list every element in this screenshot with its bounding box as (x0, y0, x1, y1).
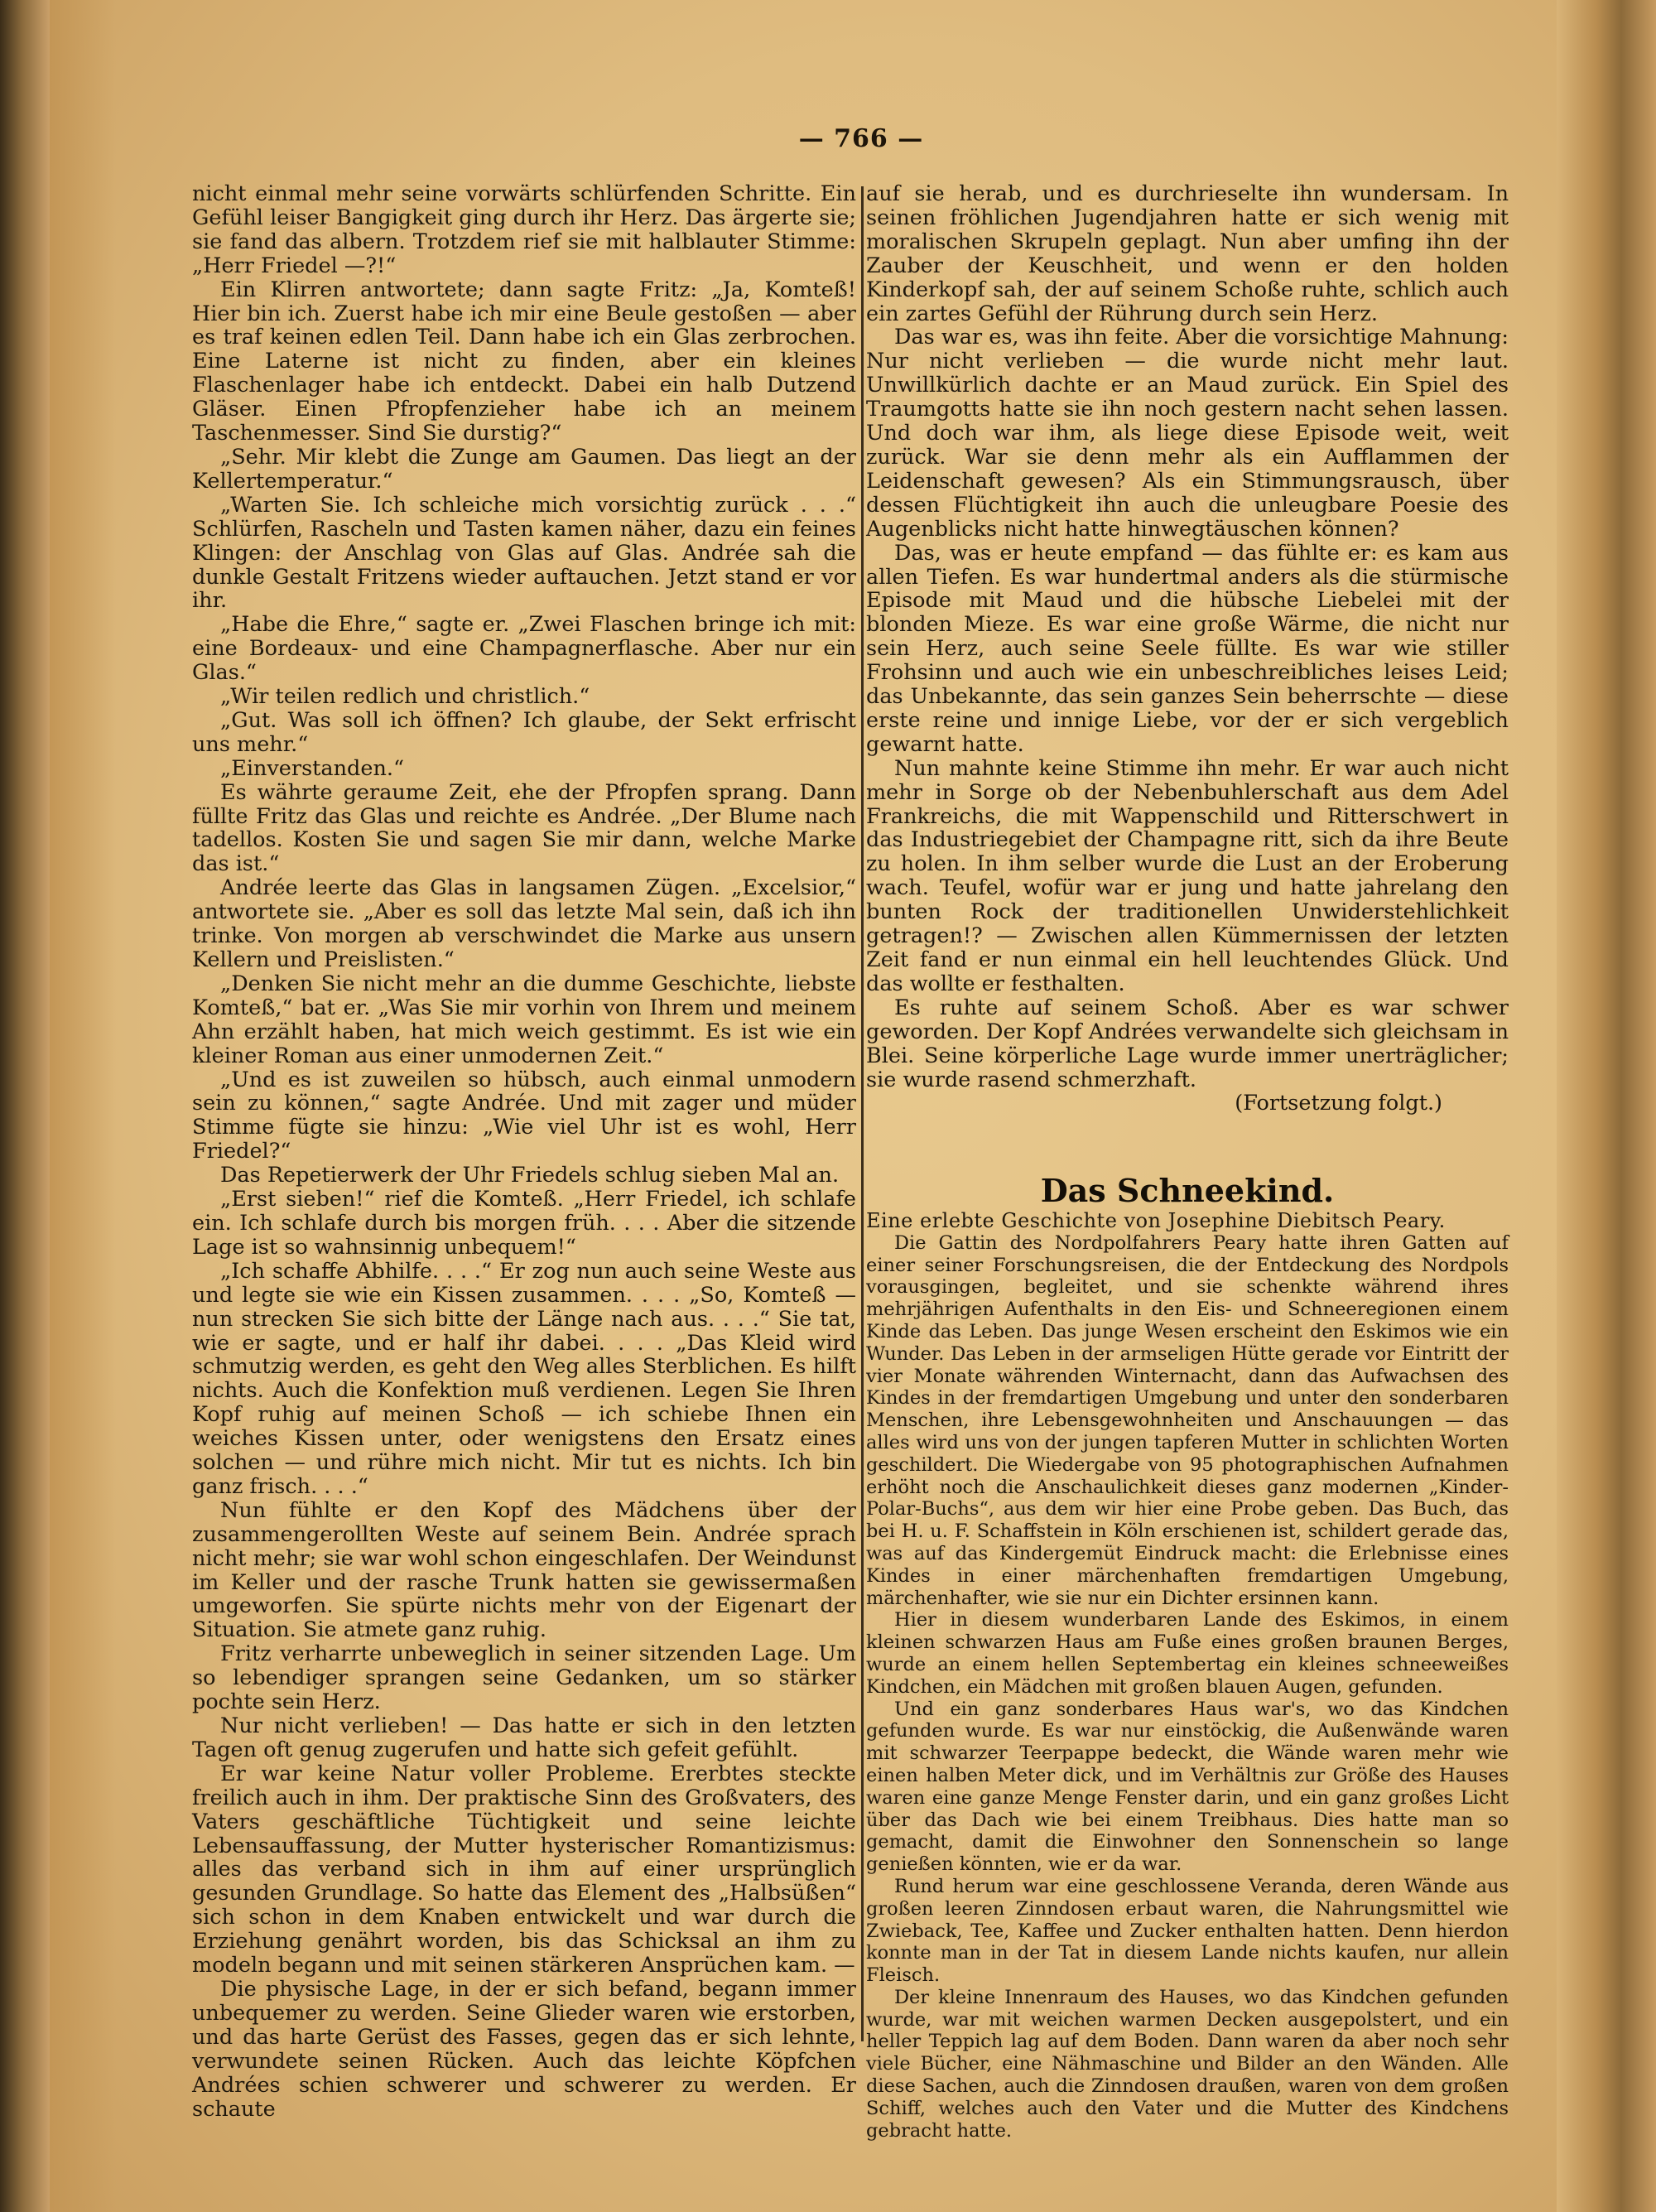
article-schneekind (866, 1172, 1509, 2142)
paragraph: Nur nicht verlieben! — Das hatte er sich in den letzten Tagen oft genug zugerufen und hatte sich gefeit gefühlt. (192, 1713, 856, 1762)
paragraph: Nun mahnte keine Stimme ihn mehr. Er war auch nicht mehr in Sorge ob der Nebenbuhlerschaft aus dem Adel Frankreichs, die mit Wappenschild und Ritterschwert in das Industriegebiet der Champagne ritt, sich da ihre Beute zu holen. In ihm selber wurde die Lust an der Eroberung wach. Teufel, wofür war er jung und hatte jahrelang den bunten Rock der traditionellen Unwiderstehlichkeit getragen!? — Zwischen allen Kümmernissen der letzten Zeit fand er nun einmal ein hell leuchtendes Glück. Und das wollte er festhalten. (866, 755, 1509, 996)
book-gutter-shadow (0, 0, 50, 2212)
paragraph: Die Gattin des Nordpolfahrers Peary hatte ihren Gatten auf einer seiner Forschungsreisen, die der Entdeckung des Nordpols vorausgingen, begleitet, und sie schenkte während ihres mehrjährigen Aufenthalts in den Eis- und Schneeregionen einem Kinde das Leben. Das junge Wesen erscheint den Eskimos wie ein Wunder. Das Leben in der armseligen Hütte gerade vor Eintritt der vier Monate währenden Winternacht, dann das Aufwachsen des Kindes in der fremdartigen Umgebung und unter den sonderbaren Menschen, ihre Lebensgewohnheiten und Anschauungen — das alles wird uns von der jungen tapferen Mutter in schlichten Worten geschildert. Die Wiedergabe von 95 photographischen Aufnahmen erhöht noch die Anschaulichkeit dieses ganz modernen „Kinder-Polar-Buchs“, aus dem wir hier eine Probe geben. Das Buch, das bei H. u. F. Schaffstein in Köln erschienen ist, schildert gerade das, was auf das Kindergemüt Eindruck macht: die Erlebnisse eines Kindes in einer märchenhaften fremdartigen Umgebung, märchenhafter, wie sie nur ein Dichter ersinnen kann. (866, 1231, 1509, 1609)
paragraph: auf sie herab, und es durchrieselte ihn wundersam. In seinen fröhlichen Jugendjahren hatte er sich wenig mit moralischen Skrupeln geplagt. Nun aber umfing ihn der Zauber der Keuschheit, und wenn er den holden Kinderkopf sah, der auf seinem Schoße ruhte, schlich auch ein zartes Gefühl der Rührung durch sein Herz. (866, 181, 1509, 326)
paragraph: „Einverstanden.“ (220, 755, 405, 781)
article-byline: Eine erlebte Geschichte von Josephine Diebitsch Peary. (866, 1209, 1446, 1232)
continuation-note: (Fortsetzung folgt.) (1235, 1091, 1442, 1116)
paragraph: „Sehr. Mir klebt die Zunge am Gaumen. Das liegt an der Kellertemperatur.“ (192, 444, 856, 494)
paragraph: „Warten Sie. Ich schleiche mich vorsichtig zurück . . .“ Schlürfen, Rascheln und Tasten kamen näher, dazu ein feines Klingen: der Anschlag von Glas auf Glas. Andrée sah die dunkle Gestalt Fritzens wieder auftauchen. Jetzt stand er vor ihr. (192, 492, 856, 614)
paragraph: Und ein ganz sonderbares Haus war's, wo das Kindchen gefunden wurde. Es war nur einstöckig, die Außenwände waren mit schwarzer Teerpappe bedeckt, die Wände waren mehr wie einen halben Meter dick, und im Verhältnis zur Größe des Hauses waren eine ganze Menge Fenster darin, und ein ganz großes Licht über das Dach wie bei einem Treibhaus. Dies hatte man so gemacht, damit die Einwohner den Sonnenschein so lange genießen könnten, wie er da war. (866, 1698, 1509, 1876)
article-title: Das Schneekind. (1040, 1172, 1335, 1209)
paragraph: „Wir teilen redlich und christlich.“ (220, 684, 590, 710)
paragraph: „Denken Sie nicht mehr an die dumme Geschichte, liebste Komteß,“ bat er. „Was Sie mir vorhin von Ihrem und meinem Ahn erzählt haben, hat mich weich gestimmt. Es ist wie ein kleiner Roman aus einer unmodernen Zeit.“ (192, 971, 856, 1068)
paragraph: „Ich schaffe Abhilfe. . . .“ Er zog nun auch seine Weste aus und legte sie wie ein Kissen zusammen. . . . „So, Komteß — nun strecken Sie sich bitte der Länge nach aus. . . .“ Sie tat, wie er sagte, und er half ihr dabei. . . . „Das Kleid wird schmutzig werden, es geht den Weg alles Sterblichen. Es hilft nichts. Auch die Konfektion muß verdienen. Legen Sie Ihren Kopf ruhig auf meinen Schoß — ich schiebe Ihnen ein weiches Kissen unter, oder wenigstens den Ersatz eines solchen — und rühre mich nicht. Mir tut es nichts. Ich bin ganz frisch. . . .“ (192, 1258, 856, 1499)
paragraph: nicht einmal mehr seine vorwärts schlürfenden Schritte. Ein Gefühl leiser Bangigkeit ging durch ihr Herz. Das ärgerte sie; sie fand das albern. Trotzdem rief sie mit halblauter Stimme: „Herr Friedel —?!“ (192, 181, 856, 278)
paragraph: „Und es ist zuweilen so hübsch, auch einmal unmodern sein zu können,“ sagte Andrée. Und mit zager und müder Stimme fügte sie hinzu: „Wie viel Uhr ist es wohl, Herr Friedel?“ (192, 1067, 856, 1164)
paragraph: Der kleine Innenraum des Hauses, wo das Kindchen gefunden wurde, war mit weichen warmen Decken ausgepolstert, und ein heller Teppich lag auf dem Boden. Dann waren da aber noch sehr viele Bücher, eine Nähmaschine und Bilder an den Wänden. Alle diese Sachen, auch die Zinndosen draußen, waren von dem großen Schiff, welches auch den Vater und die Mutter des Kindchens gebracht hatte. (866, 1986, 1509, 2142)
paragraph: „Habe die Ehre,“ sagte er. „Zwei Flaschen bringe ich mit: eine Bordeaux- und eine Champagnerflasche. Aber nur ein Glas.“ (192, 612, 856, 686)
paragraph: Es ruhte auf seinem Schoß. Aber es war schwer geworden. Der Kopf Andrées verwandelte sich gleichsam in Blei. Seine körperliche Lage wurde immer unerträglicher; sie wurde rasend schmerzhaft. (866, 995, 1509, 1092)
paragraph: Es währte geraume Zeit, ehe der Pfropfen sprang. Dann füllte Fritz das Glas und reichte es Andrée. „Der Blume nach tadellos. Kosten Sie und sagen Sie mir dann, welche Marke das ist.“ (192, 779, 856, 877)
paragraph: „Erst sieben!“ rief die Komteß. „Herr Friedel, ich schlafe ein. Ich schlafe durch bis morgen früh. . . . Aber die sitzende Lage ist so wahnsinnig unbequem!“ (192, 1187, 856, 1260)
left-column (192, 182, 856, 2121)
right-column (866, 182, 1509, 1116)
paragraph: Das Repetierwerk der Uhr Friedels schlug sieben Mal an. (220, 1163, 840, 1188)
page-edge-shading (50, 0, 116, 2212)
paragraph: Das war es, was ihn feite. Aber die vorsichtige Mahnung: Nur nicht verlieben — die wurde nicht mehr laut. Unwillkürlich dachte er an Maud zurück. Ein Spiel des Traumgotts hatte sie ihn noch gestern nacht sehen lassen. Und doch war ihm, als liege diese Episode weit, weit zurück. War sie denn mehr als ein Aufflammen der Leidenschaft gewesen? Als ein Stimmungsrausch, über dessen Flüchtigkeit ihn auch die unleugbare Poesie des Augenblicks nicht hatte hinwegtäuschen können? (866, 325, 1509, 542)
paragraph: „Gut. Was soll ich öffnen? Ich glaube, der Sekt erfrischt uns mehr.“ (192, 707, 856, 757)
paragraph: Nun fühlte er den Kopf des Mädchens über der zusammengerollten Weste auf seinem Bein. Andrée sprach nicht mehr; sie war wohl schon eingeschlafen. Der Weindunst im Keller und der rasche Trunk hatten sie gewissermaßen umgeworfen. Sie spürte nichts mehr von der Eigenart der Situation. Sie atmete ganz ruhig. (192, 1497, 856, 1643)
book-binding-edge (1557, 0, 1656, 2212)
paragraph: Andrée leerte das Glas in langsamen Zügen. „Excelsior,“ antwortete sie. „Aber es soll das letzte Mal sein, daß ich ihn trinke. Von morgen ab verschwindet die Marke aus unsern Kellern und Preislisten.“ (192, 875, 856, 972)
paragraph: Fritz verharrte unbeweglich in seiner sitzenden Lage. Um so lebendiger sprangen seine Gedanken, um so stärker pochte sein Herz. (192, 1641, 856, 1715)
paragraph: Hier in diesem wunderbaren Lande des Eskimos, in einem kleinen schwarzen Haus am Fuße eines großen braunen Berges, wurde an einem hellen Septembertag ein kleines schneeweißes Kindchen, ein Mädchen mit großen blauen Augen, gefunden. (866, 1609, 1509, 1698)
paragraph: Ein Klirren antwortete; dann sagte Fritz: „Ja, Komteß! Hier bin ich. Zuerst habe ich mir eine Beule gestoßen — aber es traf keinen edlen Teil. Dann habe ich ein Glas zerbrochen. Eine Laterne ist nicht zu finden, aber ein kleines Flaschenlager habe ich entdeckt. Dabei ein halb Dutzend Gläser. Einen Pfropfenzieher habe ich an meinem Taschenmesser. Sind Sie durstig?“ (192, 277, 856, 446)
paragraph: Das, was er heute empfand — das fühlte er: es kam aus allen Tiefen. Es war hundertmal anders als die stürmische Episode mit Maud und die hübsche Liebelei mit der blonden Mieze. Es war eine große Wärme, die nicht nur sein Herz, auch seine Seele füllte. Es war wie stiller Frohsinn und auch wie ein unbeschreibliches leises Leid; das Unbekannte, das sein ganzes Sein beherrschte — diese erste reine und innige Liebe, vor der er sich vergeblich gewarnt hatte. (866, 540, 1509, 757)
column-divider (861, 186, 864, 2041)
paragraph: Die physische Lage, in der er sich befand, begann immer unbequemer zu werden. Seine Glieder waren wie erstorben, und das harte Gerüst des Fasses, gegen das er sich lehnte, verwundete seinen Rücken. Auch das leichte Köpfchen Andrées schien schwerer und schwerer zu werden. Er schaute (192, 1976, 856, 2122)
paragraph: Er war keine Natur voller Probleme. Ererbtes steckte freilich auch in ihm. Der praktische Sinn des Großvaters, des Vaters geschäftliche Tüchtigkeit und seine leichte Lebensauffassung, der Mutter hysterischer Romantizismus: alles das verband sich in ihm auf einer ursprünglich gesunden Grundlage. So hatte das Element des „Halbsüßen“ sich schon in dem Knaben entwickelt und war durch die Erziehung genährt worden, bis das Schicksal an ihm zu modeln begann und mit seinen stärkeren Ansprüchen kam. — (192, 1761, 856, 1978)
page-number: — 766 — (798, 124, 924, 153)
paragraph: Rund herum war eine geschlossene Veranda, deren Wände aus großen leeren Zinndosen erbaut waren, die Nahrungsmittel wie Zwieback, Tee, Kaffee und Zucker enthalten hatten. Denn hierdon konnte man in der Tat in diesem Lande nichts kaufen, nur allein Fleisch. (866, 1875, 1509, 1987)
